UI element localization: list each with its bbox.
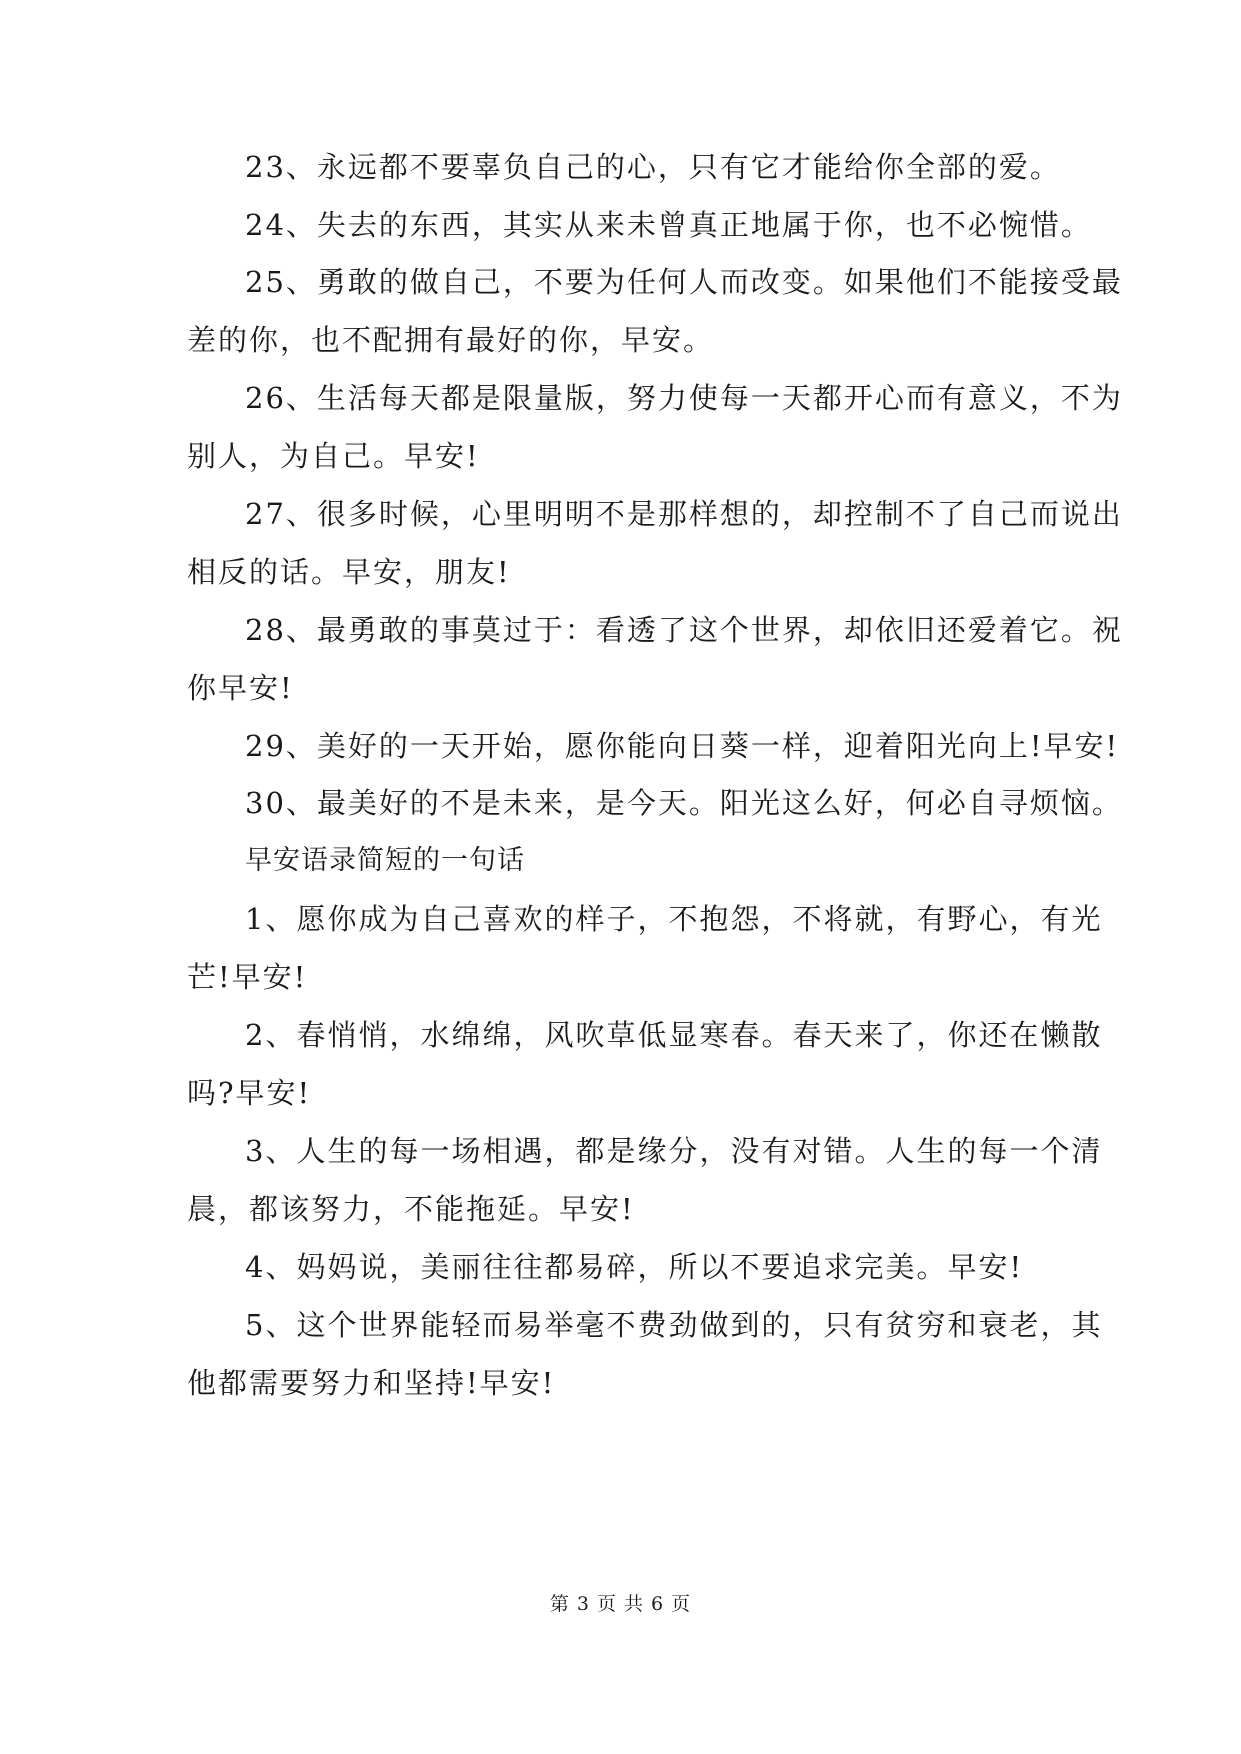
section-paragraph-1-line-1: 1、愿你成为自己喜欢的样子，不抱怨，不将就，有野心，有光: [245, 902, 1103, 936]
section-paragraph-1-line-2: 芒!早安!: [187, 960, 308, 994]
paragraph-28-line-2: 你早安!: [187, 671, 294, 705]
paragraph-26-line-1: 26、生活每天都是限量版，努力使每一天都开心而有意义，不为: [245, 381, 1123, 415]
section-paragraph-2-line-2: 吗?早安!: [187, 1076, 312, 1110]
paragraph-23: 23、永远都不要辜负自己的心，只有它才能给你全部的爱。: [245, 150, 1061, 184]
section-paragraph-2-line-1: 2、春悄悄，水绵绵，风吹草低显寒春。春天来了，你还在懒散: [245, 1018, 1103, 1052]
section-paragraph-3-line-2: 晨，都该努力，不能拖延。早安!: [187, 1192, 635, 1226]
paragraph-25-line-2: 差的你，也不配拥有最好的你，早安。: [187, 323, 715, 357]
paragraph-27-line-1: 27、很多时候，心里明明不是那样想的，却控制不了自己而说出: [245, 497, 1123, 531]
page-number-footer: 第 3 页 共 6 页: [549, 1593, 692, 1615]
paragraph-27-line-2: 相反的话。早安，朋友!: [187, 555, 511, 589]
paragraph-30: 30、最美好的不是未来，是今天。阳光这么好，何必自寻烦恼。: [245, 786, 1123, 820]
section-paragraph-5-line-2: 他都需要努力和坚持!早安!: [187, 1366, 556, 1400]
paragraph-25-line-1: 25、勇敢的做自己，不要为任何人而改变。如果他们不能接受最: [245, 265, 1123, 299]
paragraph-26-line-2: 别人，为自己。早安!: [187, 439, 480, 473]
section-paragraph-5-line-1: 5、这个世界能轻而易举毫不费劲做到的，只有贫穷和衰老，其: [245, 1308, 1103, 1342]
paragraph-28-line-1: 28、最勇敢的事莫过于：看透了这个世界，却依旧还爱着它。祝: [245, 613, 1123, 647]
section-paragraph-3-line-1: 3、人生的每一场相遇，都是缘分，没有对错。人生的每一个清: [245, 1134, 1103, 1168]
section-paragraph-4: 4、妈妈说，美丽往往都易碎，所以不要追求完美。早安!: [245, 1250, 1024, 1284]
section-heading: 早安语录简短的一句话: [245, 845, 525, 876]
paragraph-24: 24、失去的东西，其实从来未曾真正地属于你，也不必惋惜。: [245, 208, 1092, 242]
paragraph-29: 29、美好的一天开始，愿你能向日葵一样，迎着阳光向上!早安!: [245, 729, 1120, 763]
